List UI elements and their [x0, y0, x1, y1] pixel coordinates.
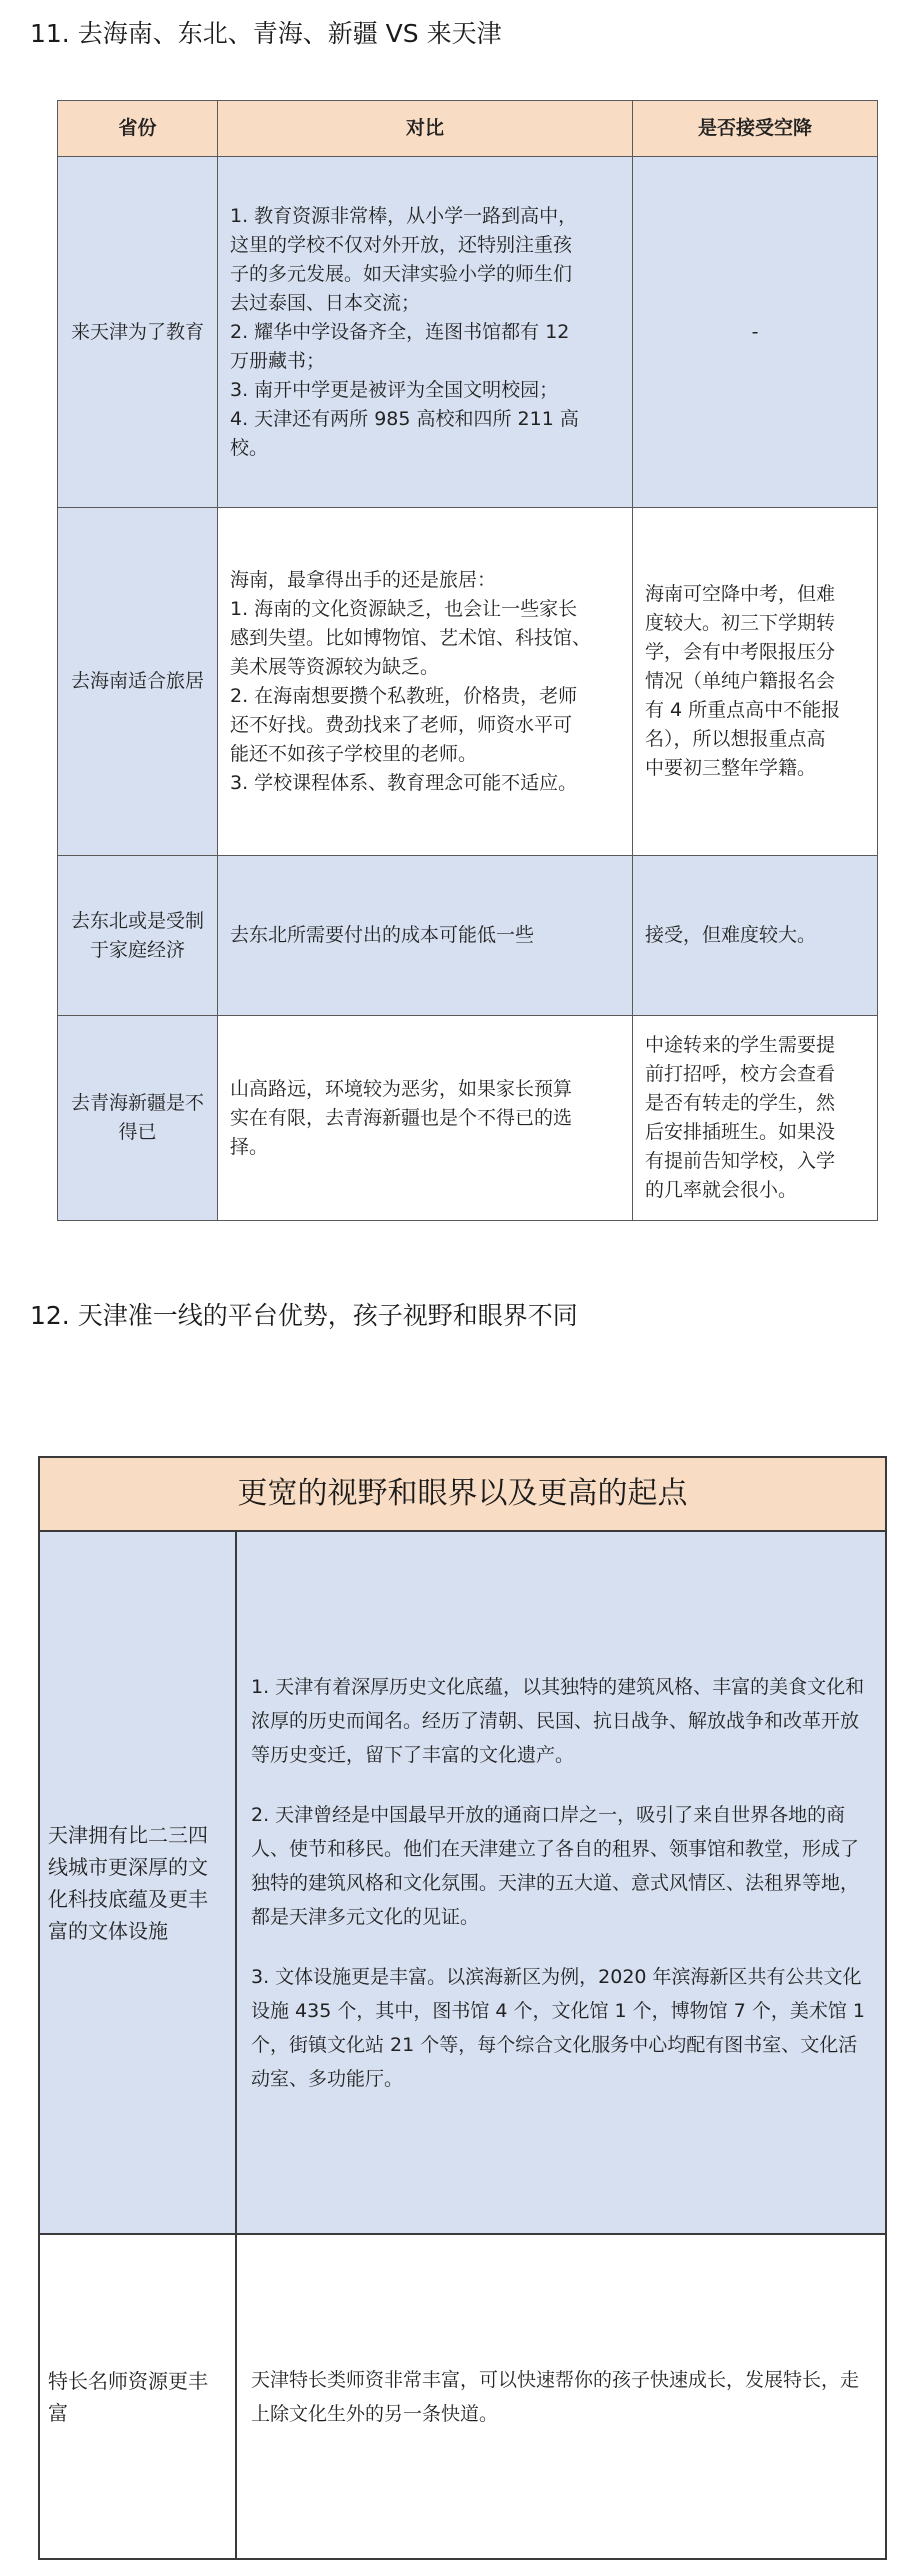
text-line: 学，会有中考限报压分	[645, 641, 836, 663]
table-row	[39, 1531, 886, 2234]
text-line: 感到失望。比如博物馆、艺术馆、科技馆、	[230, 626, 592, 649]
text-line: -	[751, 320, 759, 343]
compare-cell	[218, 508, 633, 856]
horizon-table	[38, 1456, 887, 2560]
text-line: 度较大。初三下学期转	[645, 612, 836, 634]
table-row	[58, 856, 878, 1016]
text-line: 后安排插班生。如果没	[645, 1121, 836, 1143]
text-line: 2. 耀华中学设备齐全，连图书馆都有 12	[230, 320, 570, 343]
text-line: 择。	[230, 1135, 269, 1158]
text-line: 万册藏书；	[230, 349, 326, 372]
text-line: 4. 天津还有两所 985 高校和四所 211 高	[230, 407, 579, 430]
section-12-heading: 12. 天津准一线的平台优势，孩子视野和眼界不同	[30, 1301, 578, 1330]
paragraph: 1. 天津有着深厚历史文化底蕴，以其独特的建筑风格、丰富的美食文化和浓厚的历史而闻名。经历了清朝、民国、抗日战争、解放战争和改革开放等历史变迁，留下了丰富的文化遗产。	[251, 1675, 865, 1766]
text-line: 能还不如孩子学校里的老师。	[230, 742, 478, 765]
compare-cell	[218, 157, 633, 508]
header-province: 省份	[58, 101, 218, 157]
comparison-table	[57, 100, 878, 1221]
header-accept-airdrop: 是否接受空降	[633, 101, 878, 157]
paragraph: 2. 天津曾经是中国最早开放的通商口岸之一，吸引了来自世界各地的商人、使节和移民。他们在天津建立了各自的租界、领事馆和教堂，形成了独特的建筑风格和文化氛围。天津的五大道、意式风情区、法租界等地，都是天津多元文化的见证。	[251, 1803, 860, 1928]
text-line: 情况（单纯户籍报名会	[645, 670, 836, 692]
text-line: 3. 学校课程体系、教育理念可能不适应。	[230, 771, 578, 794]
text-line: 子的多元发展。如天津实验小学的师生们	[230, 262, 573, 285]
text-line: 接受，但难度较大。	[645, 924, 817, 946]
text-line: 实在有限，去青海新疆也是个不得已的选	[230, 1106, 573, 1129]
text-line: 有 4 所重点高中不能报	[645, 699, 841, 721]
text-line: 美术展等资源较为缺乏。	[230, 655, 440, 678]
table-row	[58, 508, 878, 856]
province-cell: 去青海新疆是不得已	[58, 1016, 218, 1221]
text-line: 校。	[230, 436, 269, 459]
text-line: 山高路远，环境较为恶劣，如果家长预算	[230, 1077, 573, 1100]
paragraph: 天津特长类师资非常丰富，可以快速帮你的孩子快速成长，发展特长，走上除文化生外的另一条快道。	[251, 2368, 860, 2425]
text-line: 海南，最拿得出手的还是旅居：	[230, 568, 497, 591]
province-cell: 来天津为了教育	[58, 157, 218, 508]
accept-cell	[633, 856, 878, 1016]
row-label: 特长名师资源更丰富	[39, 2234, 236, 2559]
text-line: 有提前告知学校，入学	[645, 1150, 836, 1172]
text-line: 1. 教育资源非常棒，从小学一路到高中，	[230, 204, 578, 227]
paragraph: 3. 文体设施更是丰富。以滨海新区为例，2020 年滨海新区共有公共文化设施 435 个，其中，图书馆 4 个，文化馆 1 个，博物馆 7 个，美术馆 1 个，街镇文化站 21 个等，每个综合文化服务中心均配有图书室、文化活动室、多功能厅。	[251, 1965, 865, 2090]
compare-cell	[218, 1016, 633, 1221]
text-line: 这里的学校不仅对外开放，还特别注重孩	[230, 233, 573, 256]
accept-cell	[633, 508, 878, 856]
row-content	[236, 1531, 886, 2234]
row-label: 天津拥有比二三四线城市更深厚的文化科技底蕴及更丰富的文体设施	[39, 1531, 236, 2234]
text-line: 是否有转走的学生，然	[645, 1092, 836, 1114]
text-line: 前打招呼，校方会查看	[645, 1063, 836, 1085]
text-line: 1. 海南的文化资源缺乏，也会让一些家长	[230, 597, 578, 620]
table-header-row	[58, 101, 878, 157]
table-row	[39, 2234, 886, 2559]
text-line: 去东北所需要付出的成本可能低一些	[230, 924, 535, 946]
text-line: 的几率就会很小。	[645, 1179, 798, 1201]
text-line: 中要初三整年学籍。	[645, 757, 817, 779]
text-line: 中途转来的学生需要提	[645, 1034, 836, 1056]
table-title-row	[39, 1457, 886, 1531]
header-compare: 对比	[218, 101, 633, 157]
text-line: 去过泰国、日本交流；	[230, 291, 421, 314]
province-cell: 去海南适合旅居	[58, 508, 218, 856]
table-row	[58, 157, 878, 508]
accept-cell	[633, 157, 878, 508]
text-line: 名），所以想报重点高	[645, 728, 826, 750]
table-title: 更宽的视野和眼界以及更高的起点	[39, 1457, 886, 1531]
province-cell: 去东北或是受制于家庭经济	[58, 856, 218, 1016]
text-line: 海南可空降中考，但难	[645, 583, 836, 605]
text-line: 3. 南开中学更是被评为全国文明校园；	[230, 378, 559, 401]
section-11-heading: 11. 去海南、东北、青海、新疆 VS 来天津	[30, 19, 502, 48]
text-line: 2. 在海南想要攒个私教班，价格贵，老师	[230, 684, 578, 707]
accept-cell	[633, 1016, 878, 1221]
compare-cell	[218, 856, 633, 1016]
table-row	[58, 1016, 878, 1221]
text-line: 还不好找。费劲找来了老师，师资水平可	[230, 713, 573, 736]
row-content	[236, 2234, 886, 2559]
